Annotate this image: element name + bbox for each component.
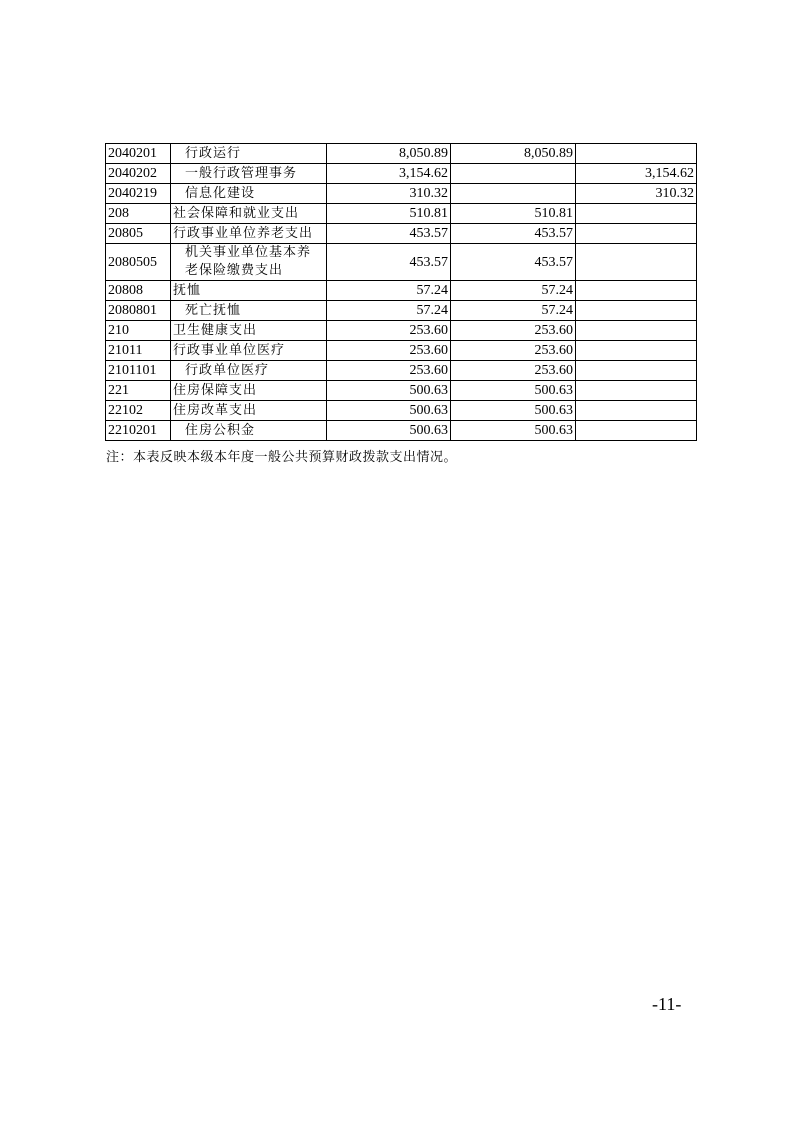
- basic-expenditure-cell: 253.60: [451, 361, 576, 381]
- project-expenditure-cell: [576, 204, 697, 224]
- table-row: [106, 244, 697, 281]
- subject-code-cell: 20805: [106, 224, 171, 244]
- table-row: [106, 361, 697, 381]
- total-amount-cell: 500.63: [327, 381, 451, 401]
- table-row: [106, 381, 697, 401]
- table-row: [106, 184, 697, 204]
- total-amount-cell: 3,154.62: [327, 164, 451, 184]
- total-amount-cell: 453.57: [327, 224, 451, 244]
- basic-expenditure-cell: 57.24: [451, 281, 576, 301]
- subject-code-cell: 2040201: [106, 144, 171, 164]
- total-amount-cell: 57.24: [327, 301, 451, 321]
- basic-expenditure-cell: 510.81: [451, 204, 576, 224]
- subject-name-cell: 住房改革支出: [171, 401, 327, 421]
- table-row: [106, 204, 697, 224]
- table-row: [106, 341, 697, 361]
- total-amount-cell: 8,050.89: [327, 144, 451, 164]
- total-amount-cell: 453.57: [327, 244, 451, 281]
- subject-code-cell: 2080801: [106, 301, 171, 321]
- basic-expenditure-cell: [451, 164, 576, 184]
- project-expenditure-cell: [576, 301, 697, 321]
- total-amount-cell: 253.60: [327, 321, 451, 341]
- page-number: -11-: [652, 994, 682, 1014]
- project-expenditure-cell: 310.32: [576, 184, 697, 204]
- subject-code-cell: 221: [106, 381, 171, 401]
- project-expenditure-cell: [576, 381, 697, 401]
- subject-code-cell: 2040219: [106, 184, 171, 204]
- total-amount-cell: 500.63: [327, 401, 451, 421]
- total-amount-cell: 510.81: [327, 204, 451, 224]
- subject-name-cell: 信息化建设: [171, 184, 327, 204]
- subject-name-cell: 住房保障支出: [171, 381, 327, 401]
- subject-code-cell: 210: [106, 321, 171, 341]
- project-expenditure-cell: [576, 401, 697, 421]
- total-amount-cell: 500.63: [327, 421, 451, 441]
- table-body: [106, 144, 697, 441]
- project-expenditure-cell: [576, 361, 697, 381]
- subject-code-cell: 2210201: [106, 421, 171, 441]
- subject-code-cell: 21011: [106, 341, 171, 361]
- project-expenditure-cell: [576, 224, 697, 244]
- subject-name-cell: 社会保障和就业支出: [171, 204, 327, 224]
- subject-code-cell: 22102: [106, 401, 171, 421]
- table-row: [106, 164, 697, 184]
- project-expenditure-cell: [576, 244, 697, 281]
- basic-expenditure-cell: 57.24: [451, 301, 576, 321]
- project-expenditure-cell: [576, 341, 697, 361]
- basic-expenditure-cell: 8,050.89: [451, 144, 576, 164]
- subject-name-cell: 行政运行: [171, 144, 327, 164]
- subject-code-cell: 2040202: [106, 164, 171, 184]
- subject-code-cell: 20808: [106, 281, 171, 301]
- table-note: 注：本表反映本级本年度一般公共预算财政拨款支出情况。: [106, 450, 458, 465]
- subject-name-cell: 机关事业单位基本养老保险缴费支出: [171, 244, 327, 281]
- total-amount-cell: 253.60: [327, 341, 451, 361]
- basic-expenditure-cell: 253.60: [451, 341, 576, 361]
- total-amount-cell: 310.32: [327, 184, 451, 204]
- table-row: [106, 224, 697, 244]
- table-row: [106, 421, 697, 441]
- basic-expenditure-cell: 500.63: [451, 401, 576, 421]
- budget-expenditure-table: [105, 143, 697, 441]
- table-row: [106, 281, 697, 301]
- subject-name-cell: 行政事业单位养老支出: [171, 224, 327, 244]
- project-expenditure-cell: [576, 144, 697, 164]
- subject-name-cell: 行政单位医疗: [171, 361, 327, 381]
- subject-name-cell: 抚恤: [171, 281, 327, 301]
- project-expenditure-cell: [576, 281, 697, 301]
- subject-name-cell: 一般行政管理事务: [171, 164, 327, 184]
- table-row: [106, 401, 697, 421]
- basic-expenditure-cell: 453.57: [451, 244, 576, 281]
- subject-code-cell: 208: [106, 204, 171, 224]
- subject-name-cell: 住房公积金: [171, 421, 327, 441]
- basic-expenditure-cell: 453.57: [451, 224, 576, 244]
- basic-expenditure-cell: 500.63: [451, 421, 576, 441]
- subject-name-cell: 行政事业单位医疗: [171, 341, 327, 361]
- subject-code-cell: 2080505: [106, 244, 171, 281]
- table-row: [106, 144, 697, 164]
- subject-name-cell: 死亡抚恤: [171, 301, 327, 321]
- project-expenditure-cell: [576, 421, 697, 441]
- basic-expenditure-cell: [451, 184, 576, 204]
- subject-code-cell: 2101101: [106, 361, 171, 381]
- table-row: [106, 321, 697, 341]
- project-expenditure-cell: 3,154.62: [576, 164, 697, 184]
- subject-name-cell: 卫生健康支出: [171, 321, 327, 341]
- project-expenditure-cell: [576, 321, 697, 341]
- basic-expenditure-cell: 253.60: [451, 321, 576, 341]
- basic-expenditure-cell: 500.63: [451, 381, 576, 401]
- total-amount-cell: 253.60: [327, 361, 451, 381]
- total-amount-cell: 57.24: [327, 281, 451, 301]
- table-row: [106, 301, 697, 321]
